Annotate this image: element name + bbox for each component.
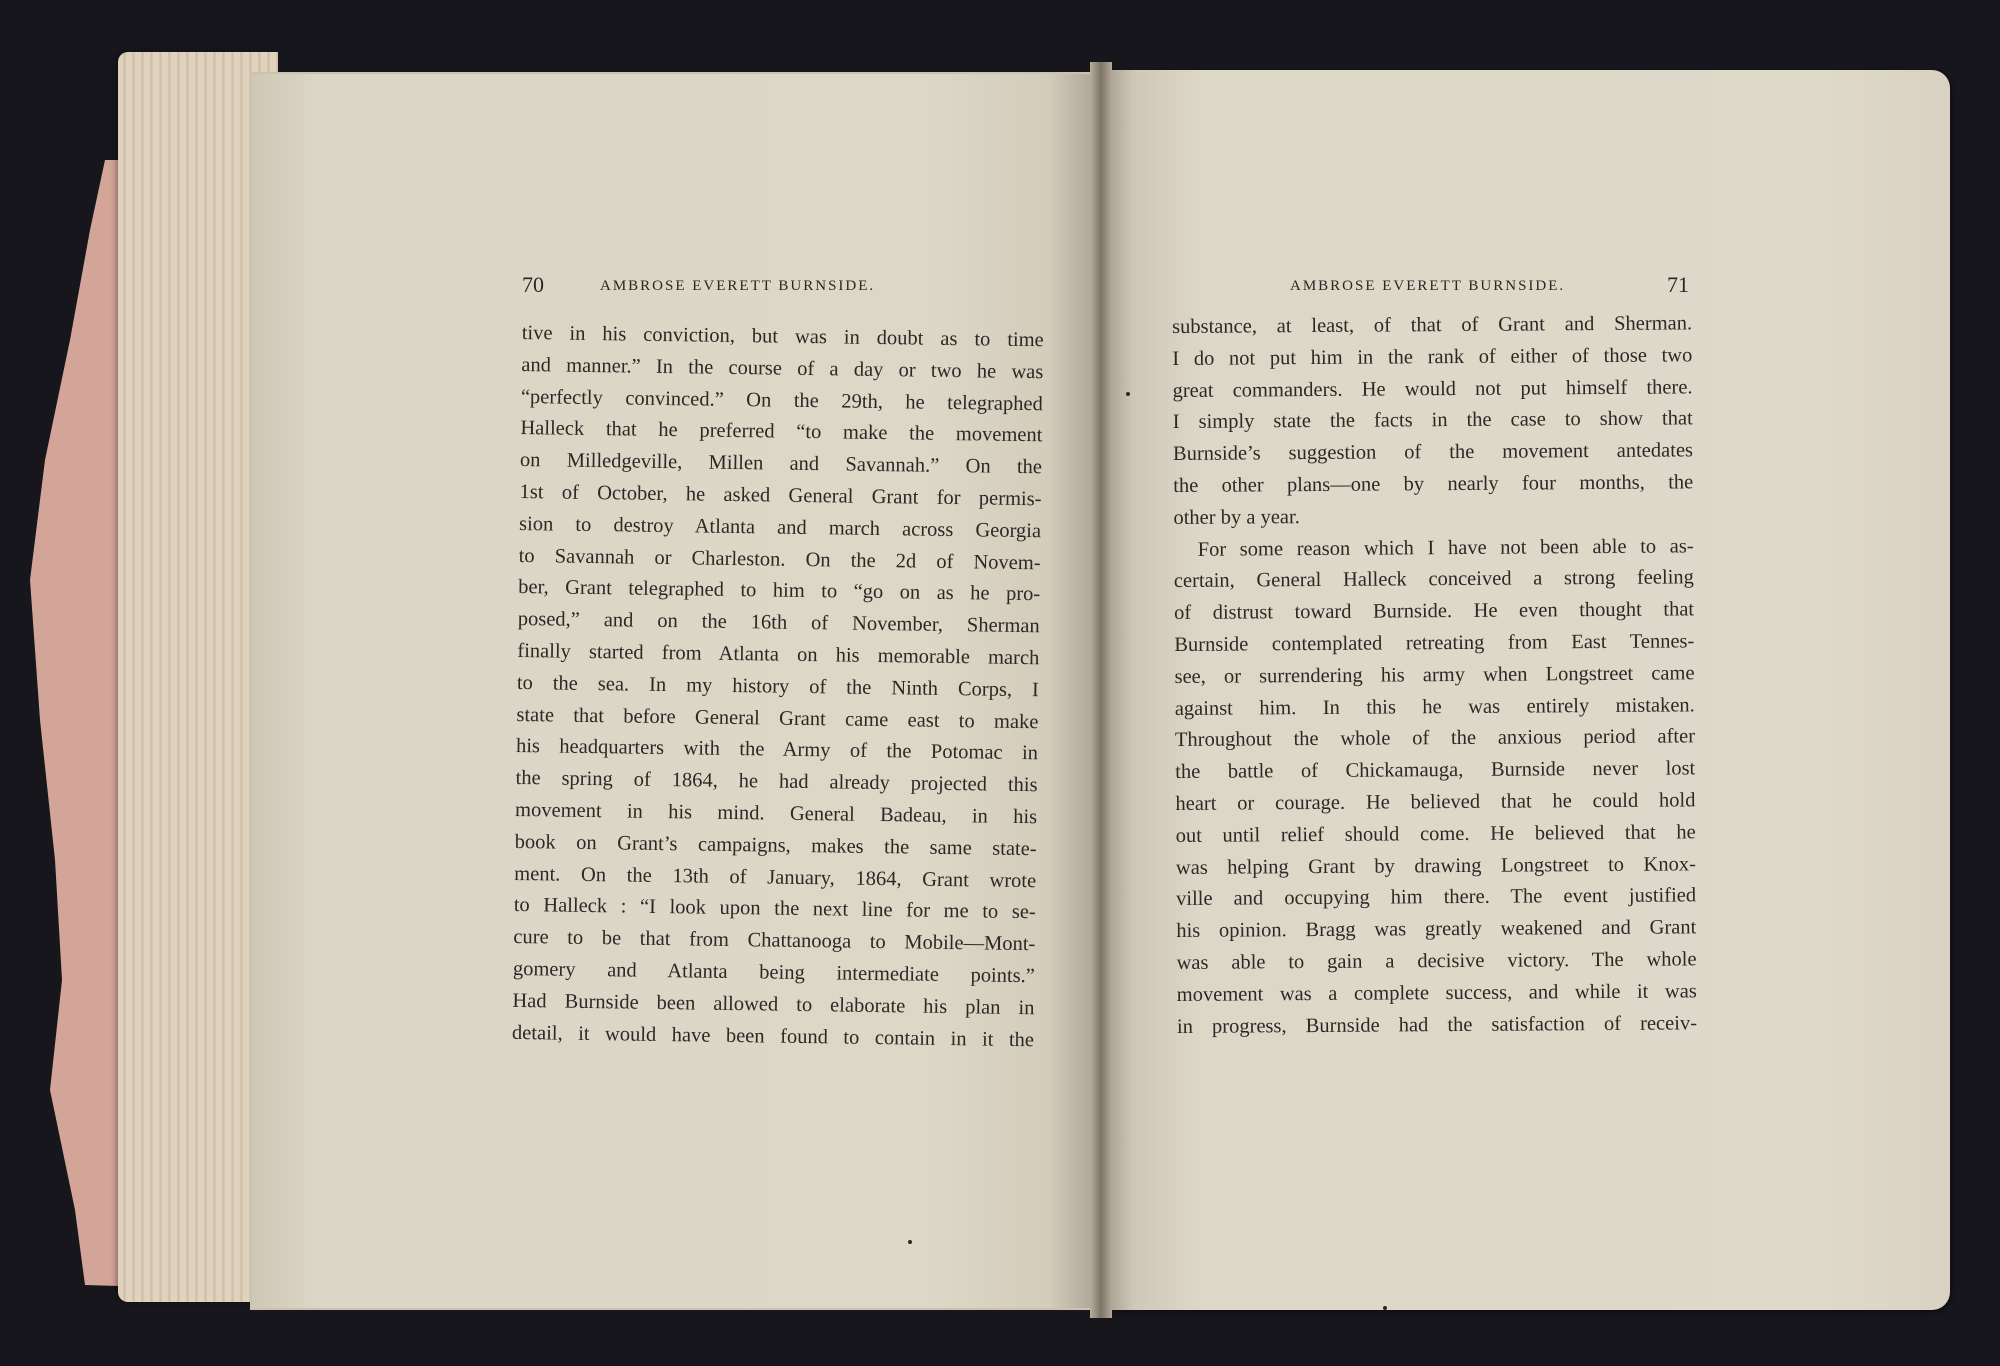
text-line: Halleck that he preferred “to make the movement (520, 417, 1043, 447)
text-line: gomery and Atlanta being intermediate points.” (512, 957, 1036, 988)
text-line: “perfectly convinced.” On the 29th, he telegraphed (520, 385, 1044, 415)
text-line: to Halleck : “I look upon the next line for me to se- (513, 894, 1036, 924)
text-line: was helping Grant by drawing Longstreet to Knox- (1175, 852, 1696, 879)
book-gutter (1090, 62, 1112, 1318)
text-line: I simply state the facts in the case to show that (1172, 407, 1693, 434)
text-line: heart or courage. He believed that he could hold (1175, 789, 1696, 815)
text-line: to Savannah or Charleston. On the 2d of Novem- (518, 544, 1041, 574)
text-line: ber, Grant telegraphed to him to “go on as he pro- (518, 576, 1041, 606)
text-line: of distrust toward Burnside. He even thought that (1174, 598, 1695, 625)
text-line: ville and occupying him there. The event justified (1176, 884, 1697, 911)
text-line: and manner.” In the course of a day or two he was (521, 353, 1044, 384)
text-line: out until relief should come. He believed that he (1175, 821, 1696, 847)
text-line: ment. On the 13th of January, 1864, Grant wrote (514, 862, 1037, 892)
text-line: to the sea. In my history of the Ninth Corps, I (516, 671, 1040, 702)
text-line: Had Burnside been allowed to elaborate his plan in (512, 989, 1035, 1019)
left-page-number: 70 (522, 272, 544, 297)
ink-speck (1383, 1306, 1387, 1310)
text-line: movement was a complete success, and while it was (1176, 980, 1697, 1006)
text-line: movement in his mind. General Badeau, in his (514, 798, 1038, 829)
text-line: other by a year. (1173, 505, 1300, 529)
text-line: Throughout the whole of the anxious period after (1174, 725, 1696, 752)
text-line: 1st of October, he asked General Grant for permis- (519, 480, 1042, 511)
text-line: For some reason which I have not been able to as- (1197, 534, 1694, 561)
text-line: state that before General Grant came east to make (516, 703, 1039, 733)
text-line: Burnside contemplated retreating from East Tennes- (1174, 630, 1695, 656)
text-line: finally started from Atlanta on his memorable march (517, 639, 1040, 670)
text-line: certain, General Halleck conceived a strong feeling (1173, 566, 1694, 593)
text-line: on Milledgeville, Millen and Savannah.” On the (519, 449, 1043, 479)
text-line: his opinion. Bragg was greatly weakened and Grant (1176, 916, 1697, 943)
text-line: against him. In this he was entirely mistaken. (1174, 693, 1695, 720)
text-line: in progress, Burnside had the satisfaction of receiv- (1176, 1011, 1698, 1038)
text-line: was able to gain a decisive victory. The whole (1176, 948, 1697, 974)
right-running-head: AMBROSE EVERETT BURNSIDE. (1290, 278, 1566, 294)
text-line: the other plans—one by nearly four months, the (1173, 471, 1694, 497)
text-line: substance, at least, of that of Grant and Sherman. (1172, 312, 1693, 338)
text-line: I do not put him in the rank of either of those two (1172, 344, 1693, 370)
ink-speck (1126, 392, 1130, 396)
text-line: detail, it would have been found to contain in it the (511, 1021, 1035, 1051)
right-page-header (1290, 272, 1700, 302)
text-line: book on Grant’s campaigns, makes the same state- (514, 830, 1037, 860)
text-line: sion to destroy Atlanta and march across Georgia (518, 512, 1042, 543)
text-line: great commanders. He would not put himself there. (1172, 375, 1693, 402)
right-page-text (1172, 308, 1697, 1043)
text-line: Burnside’s suggestion of the movement antedates (1172, 439, 1694, 466)
right-page-number: 71 (1667, 272, 1689, 297)
text-line: tive in his conviction, but was in doubt as to time (521, 321, 1044, 352)
text-line: the spring of 1864, he had already projected this (515, 767, 1038, 797)
text-line: cure to be that from Chattanooga to Mobile—Mont- (513, 926, 1036, 956)
text-line: posed,” and on the 16th of November, Sherman (517, 608, 1040, 638)
left-page-text (512, 318, 1044, 1057)
ink-speck (908, 1240, 912, 1244)
left-running-head: AMBROSE EVERETT BURNSIDE. (600, 278, 876, 294)
text-line: see, or surrendering his army when Longstreet came (1174, 662, 1695, 688)
left-page-header (522, 272, 1052, 302)
text-line: the battle of Chickamauga, Burnside never lost (1175, 757, 1696, 784)
text-line: his headquarters with the Army of the Potomac in (515, 735, 1039, 765)
